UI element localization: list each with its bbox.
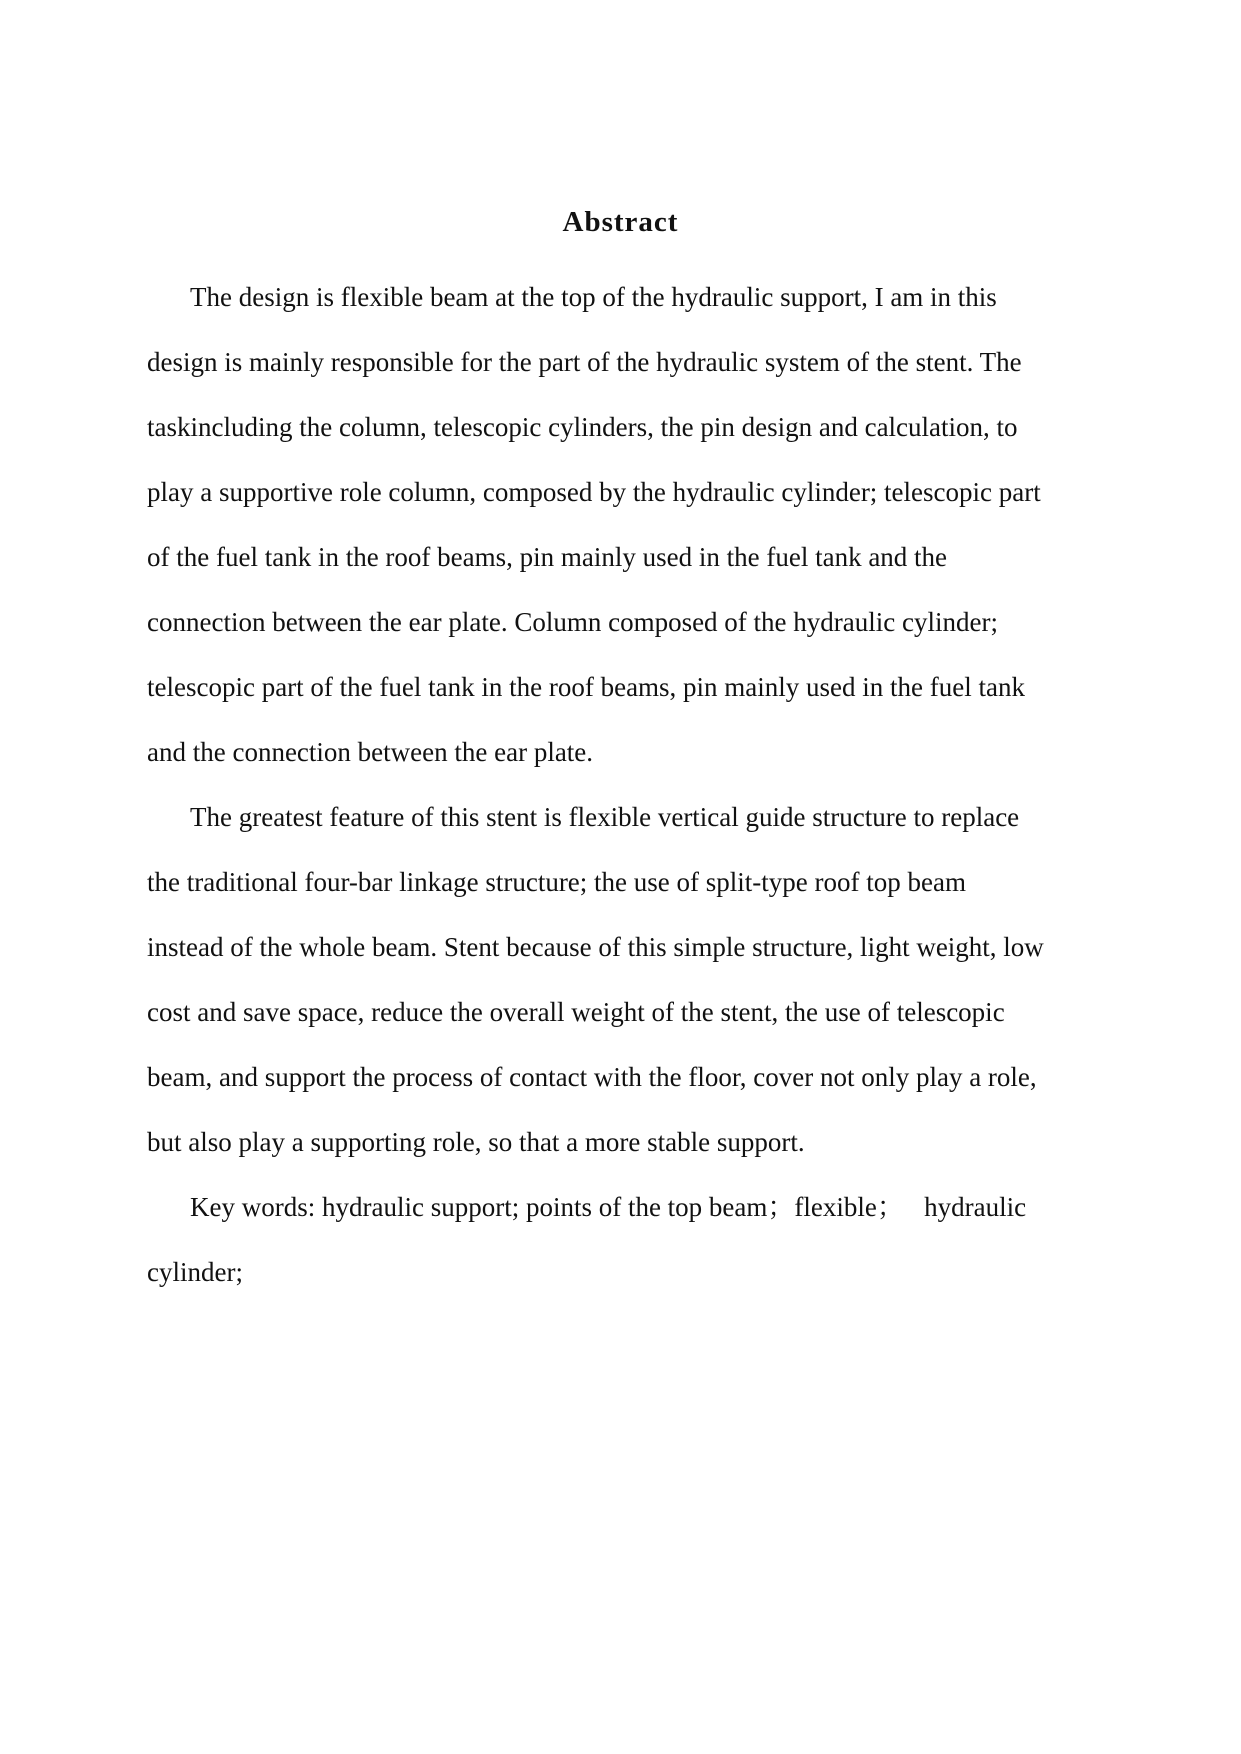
text-line: the traditional four-bar linkage structure; the use of split-type roof top beam <box>147 867 966 897</box>
text-line: cost and save space, reduce the overall weight of the stent, the use of telescopic <box>147 997 1005 1027</box>
abstract-paragraph-2 <box>147 785 1119 1175</box>
abstract-paragraph-1 <box>147 265 1119 785</box>
text-line: telescopic part of the fuel tank in the roof beams, pin mainly used in the fuel tank <box>147 672 1025 702</box>
text-line: beam, and support the process of contact with the floor, cover not only play a role, <box>147 1062 1037 1092</box>
abstract-body <box>147 265 1119 1305</box>
text-line: and the connection between the ear plate. <box>147 737 594 767</box>
keywords-line: Key words: hydraulic support; points of the top beam；flexible； hydraulic <box>190 1192 1027 1222</box>
text-line: instead of the whole beam. Stent because of this simple structure, light weight, low <box>147 932 1044 962</box>
page-title: Abstract <box>562 206 679 238</box>
text-line: taskincluding the column, telescopic cylinders, the pin design and calculation, to <box>147 412 1018 442</box>
text-line: but also play a supporting role, so that a more stable support. <box>147 1127 805 1157</box>
text-line: design is mainly responsible for the part of the hydraulic system of the stent. The <box>147 347 1022 377</box>
text-line: The greatest feature of this stent is flexible vertical guide structure to replace <box>190 802 1020 832</box>
text-line: play a supportive role column, composed by the hydraulic cylinder; telescopic part <box>147 477 1041 507</box>
text-line: connection between the ear plate. Column composed of the hydraulic cylinder; <box>147 607 998 637</box>
text-line: The design is flexible beam at the top of the hydraulic support, I am in this <box>190 282 997 312</box>
keywords-line: cylinder; <box>147 1257 243 1287</box>
text-line: of the fuel tank in the roof beams, pin mainly used in the fuel tank and the <box>147 542 948 572</box>
keywords-paragraph <box>147 1175 1119 1305</box>
